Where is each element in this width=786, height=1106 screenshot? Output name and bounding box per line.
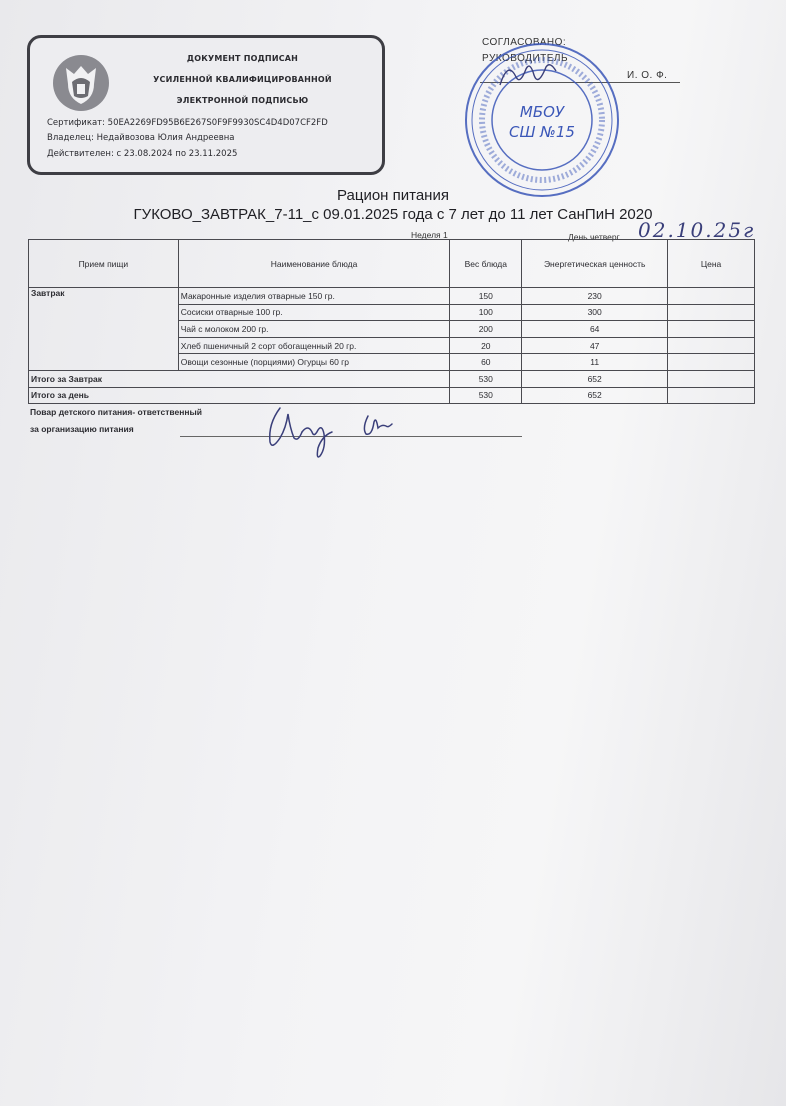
dish-weight: 100 [450,304,522,321]
dish-price [668,337,755,354]
page-subtitle: ГУКОВО_ЗАВТРАК_7-11_с 09.01.2025 года с 7 лет до 11 лет СанПиН 2020 [133,206,653,223]
approval-initials: И. О. Ф. [627,70,668,81]
sig-header-line3: ЭЛЕКТРОННОЙ ПОДПИСЬЮ [176,96,309,105]
dish-name: Макаронные изделия отварные 150 гр. [178,288,450,305]
handwritten-date: 02.10.25г [638,218,756,242]
dish-name: Хлеб пшеничный 2 сорт обогащенный 20 гр. [178,337,450,354]
total-meal-row [29,370,755,387]
dish-name: Чай с молоком 200 гр. [178,321,450,338]
header-meal: Прием пищи [29,240,179,288]
dish-name: Сосиски отварные 100 гр. [178,304,450,321]
dish-energy: 47 [522,337,668,354]
dish-energy: 300 [522,304,668,321]
cook-label-line1: Повар детского питания- ответственный [30,407,202,417]
dish-energy: 64 [522,321,668,338]
approval-head: РУКОВОДИТЕЛЬ [482,53,569,64]
table-row [29,288,755,305]
header-price: Цена [668,240,755,288]
total-day-label: Итого за день [29,387,450,404]
dish-energy: 230 [522,288,668,305]
header-energy: Энергетическая ценность [522,240,668,288]
dish-price [668,321,755,338]
e-signature-box [27,35,385,175]
total-meal-price [668,370,755,387]
sig-certificate: Сертификат: 50EA2269FD95B6E267S0F9F9930SC4D4D07CF2FD [47,118,328,128]
header-weight: Вес блюда [450,240,522,288]
sig-owner: Владелец: Недайвозова Юлия Андреевна [47,133,235,143]
total-day-weight: 530 [450,387,522,404]
head-signature [490,55,570,95]
stamp-line2: СШ №15 [509,123,575,141]
total-day-price [668,387,755,404]
dish-name: Овощи сезонные (порциями) Огурцы 60 гр [178,354,450,371]
day-label: День четверг [568,232,620,242]
stamp-line1: МБОУ [519,103,565,121]
total-day-energy: 652 [522,387,668,404]
dish-price [668,288,755,305]
total-meal-label: Итого за Завтрак [29,370,450,387]
dish-weight: 150 [450,288,522,305]
dish-energy: 11 [522,354,668,371]
dish-price [668,304,755,321]
total-meal-energy: 652 [522,370,668,387]
dish-weight: 20 [450,337,522,354]
sig-header-line2: УСИЛЕННОЙ КВАЛИФИЦИРОВАННОЙ [153,75,332,84]
approval-agreed: СОГЛАСОВАНО: [482,37,567,48]
cook-label-line2: за организацию питания [30,424,134,434]
week-label: Неделя 1 [411,230,448,240]
coat-of-arms-icon [52,52,110,114]
sig-validity: Действителен: с 23.08.2024 по 23.11.2025 [47,149,238,159]
menu-table [28,239,755,404]
header-dish: Наименование блюда [178,240,450,288]
cook-signature [258,398,408,462]
table-header-row [29,240,755,288]
total-meal-weight: 530 [450,370,522,387]
dish-weight: 60 [450,354,522,371]
dish-price [668,354,755,371]
dish-weight: 200 [450,321,522,338]
sig-header-line1: ДОКУМЕНТ ПОДПИСАН [186,54,299,63]
meal-name: Завтрак [29,288,179,371]
page-title: Рацион питания [337,187,449,204]
